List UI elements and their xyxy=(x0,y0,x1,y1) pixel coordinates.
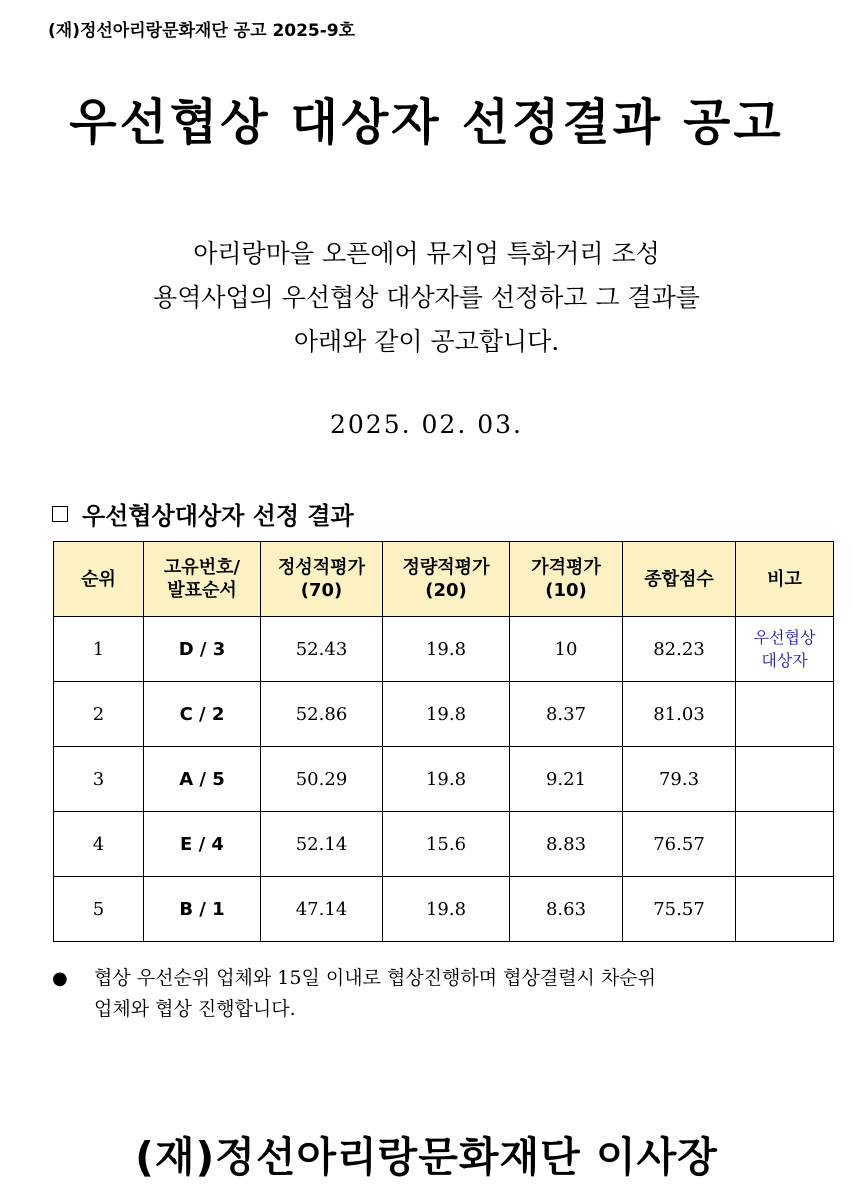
quantitative-cell: 19.8 xyxy=(383,877,510,942)
header-price: 가격평가 (10) xyxy=(510,542,623,617)
header-code: 고유번호/ 발표순서 xyxy=(144,542,261,617)
footnote xyxy=(52,963,656,1025)
code-cell: B / 1 xyxy=(144,877,261,942)
total-cell: 82.23 xyxy=(623,617,736,682)
header-total: 종합점수 xyxy=(623,542,736,617)
section-title: 우선협상대상자 선정 결과 xyxy=(82,502,354,530)
price-cell: 9.21 xyxy=(510,747,623,812)
notice-date: 2025. 02. 03. xyxy=(330,410,523,439)
total-cell: 81.03 xyxy=(623,682,736,747)
note-cell xyxy=(736,747,834,812)
quantitative-cell: 15.6 xyxy=(383,812,510,877)
total-cell: 75.57 xyxy=(623,877,736,942)
table-row xyxy=(54,617,834,682)
code-cell: E / 4 xyxy=(144,812,261,877)
notice-number: (재)정선아리랑문화재단 공고 2025-9호 xyxy=(48,21,356,41)
qualitative-cell: 50.29 xyxy=(261,747,383,812)
intro-line: 아래와 같이 공고합니다. xyxy=(293,327,560,356)
total-cell: 79.3 xyxy=(623,747,736,812)
quantitative-cell: 19.8 xyxy=(383,682,510,747)
rank-cell: 1 xyxy=(54,617,144,682)
qualitative-cell: 52.14 xyxy=(261,812,383,877)
square-icon xyxy=(52,506,68,522)
signature: (재)정선아리랑문화재단 이사장 xyxy=(135,1133,718,1181)
price-cell: 8.37 xyxy=(510,682,623,747)
intro-paragraph xyxy=(0,232,853,364)
price-cell: 8.83 xyxy=(510,812,623,877)
table-row xyxy=(54,877,834,942)
footnote-line: 업체와 협상 진행합니다. xyxy=(94,998,296,1020)
section-heading xyxy=(52,496,354,531)
quantitative-cell: 19.8 xyxy=(383,747,510,812)
header-note: 비고 xyxy=(736,542,834,617)
table-row xyxy=(54,812,834,877)
bullet-icon: ● xyxy=(52,968,68,989)
header-qualitative: 정성적평가 (70) xyxy=(261,542,383,617)
table-row xyxy=(54,682,834,747)
intro-line: 아리랑마을 오픈에어 뮤지엄 특화거리 조성 xyxy=(193,239,660,268)
header-rank: 순위 xyxy=(54,542,144,617)
intro-line: 용역사업의 우선협상 대상자를 선정하고 그 결과를 xyxy=(153,283,700,312)
qualitative-cell: 52.86 xyxy=(261,682,383,747)
code-cell: D / 3 xyxy=(144,617,261,682)
qualitative-cell: 52.43 xyxy=(261,617,383,682)
note-cell xyxy=(736,682,834,747)
rank-cell: 4 xyxy=(54,812,144,877)
price-cell: 8.63 xyxy=(510,877,623,942)
note-cell: 우선협상 대상자 xyxy=(736,617,834,682)
note-cell xyxy=(736,812,834,877)
rank-cell: 3 xyxy=(54,747,144,812)
rank-cell: 5 xyxy=(54,877,144,942)
qualitative-cell: 47.14 xyxy=(261,877,383,942)
footnote-line: 협상 우선순위 업체와 15일 이내로 협상진행하며 협상결렬시 차순위 xyxy=(94,967,657,989)
note-cell xyxy=(736,877,834,942)
code-cell: C / 2 xyxy=(144,682,261,747)
code-cell: A / 5 xyxy=(144,747,261,812)
header-quantitative: 정량적평가 (20) xyxy=(383,542,510,617)
total-cell: 76.57 xyxy=(623,812,736,877)
result-table xyxy=(53,541,834,942)
rank-cell: 2 xyxy=(54,682,144,747)
table-row xyxy=(54,747,834,812)
price-cell: 10 xyxy=(510,617,623,682)
table-header-row xyxy=(54,542,834,617)
page-title: 우선협상 대상자 선정결과 공고 xyxy=(69,94,784,151)
quantitative-cell: 19.8 xyxy=(383,617,510,682)
